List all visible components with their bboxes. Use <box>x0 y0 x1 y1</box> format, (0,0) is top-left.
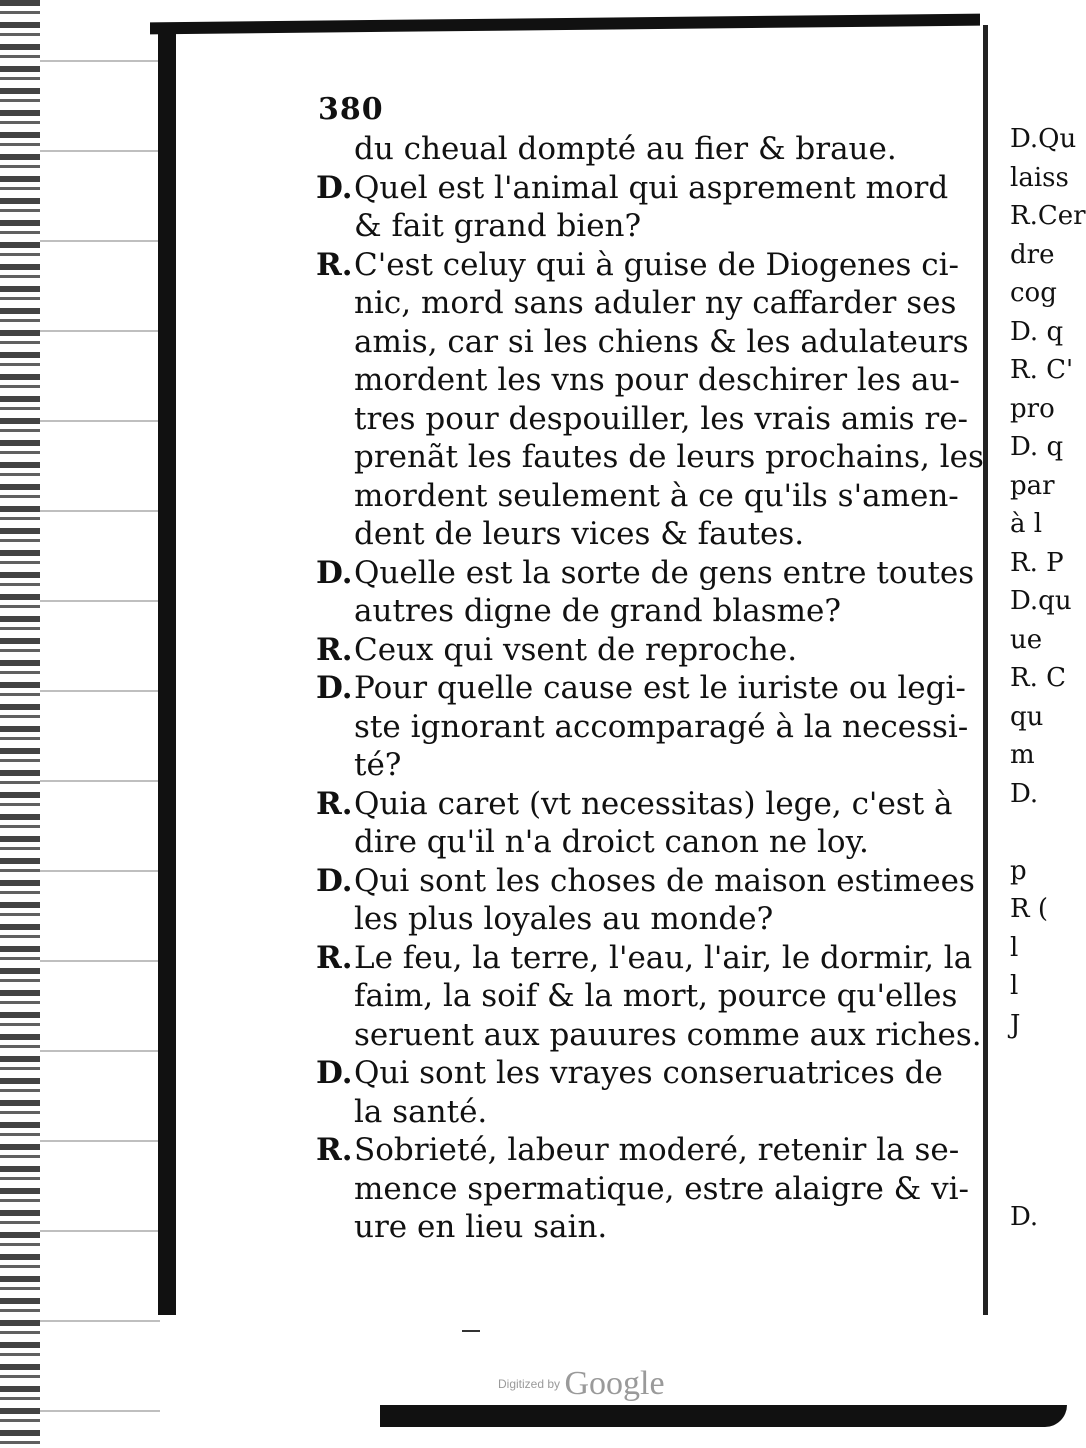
facing-text-fragment <box>1010 1121 1067 1160</box>
text-line <box>316 246 959 285</box>
text-line <box>316 515 956 554</box>
text-line <box>316 400 969 439</box>
text-line <box>316 1208 956 1247</box>
text-line <box>316 169 956 208</box>
facing-page-fragment <box>1010 120 1086 1270</box>
digitized-by-watermark <box>498 1364 665 1404</box>
text-line <box>316 1016 982 1055</box>
page-number: 380 <box>318 92 384 127</box>
line-marker: D. <box>316 862 353 899</box>
page-right-edge <box>983 25 988 1315</box>
page-gutter-shadow <box>40 20 160 1420</box>
facing-text-fragment: l <box>1010 971 1019 1001</box>
line-marker: D. <box>316 554 353 591</box>
text-line <box>316 323 969 362</box>
line-text: Quel est l'animal qui asprement mord <box>354 169 949 206</box>
facing-text-fragment: R. C' <box>1010 355 1074 385</box>
facing-text-fragment: ue <box>1010 624 1043 655</box>
line-text: C'est celuy qui à guise de Diogenes ci- <box>354 246 959 283</box>
line-text: ure en lieu sain. <box>354 1209 608 1245</box>
facing-text-fragment <box>1010 1160 1067 1199</box>
line-text: Qui sont les vrayes conseruatrices de <box>354 1055 943 1091</box>
facing-text-fragment: D. <box>1010 1202 1039 1232</box>
facing-text-fragment: à l <box>1010 509 1043 539</box>
line-text: tres pour despouiller, les vrais amis re- <box>354 400 969 437</box>
line-marker: R. <box>316 785 353 822</box>
text-line <box>316 592 956 631</box>
line-text: mence spermatique, estre alaigre & vi- <box>354 1170 970 1207</box>
facing-text-fragment <box>1010 1083 1067 1122</box>
text-line <box>316 1131 960 1170</box>
line-text: dent de leurs vices & fautes. <box>354 516 805 552</box>
facing-text-fragment: D. <box>1010 778 1039 809</box>
google-logo-text: Google <box>564 1365 665 1402</box>
text-line <box>316 939 973 978</box>
facing-text-fragment: dre <box>1010 239 1055 270</box>
line-marker: R. <box>316 631 353 668</box>
facing-text-fragment: laiss <box>1010 162 1069 193</box>
text-line <box>316 1170 970 1209</box>
line-text: du cheual dompté au fier & braue. <box>354 131 897 167</box>
line-text: mordent les vns pour deschirer les au- <box>354 362 960 398</box>
line-text: Sobrieté, labeur moderé, retenir la se- <box>354 1132 960 1168</box>
facing-text-fragment: D.qu <box>1010 586 1072 616</box>
facing-text-fragment: D. q <box>1010 316 1064 347</box>
text-line <box>316 977 956 1016</box>
line-text: té? <box>354 747 402 783</box>
text-line <box>316 130 956 169</box>
text-line <box>316 862 975 901</box>
line-marker: D. <box>316 1055 353 1091</box>
line-text: autres digne de grand blasme? <box>354 593 841 629</box>
facing-text-fragment: D.Qu <box>1010 124 1077 154</box>
page-end-mark <box>462 1330 480 1332</box>
text-line <box>316 900 956 939</box>
facing-text-fragment: R.Cer <box>1010 201 1086 231</box>
facing-text-fragment: R. P <box>1010 547 1064 578</box>
line-text: & fait grand bien? <box>354 208 642 244</box>
line-text: amis, car si les chiens & les adulateurs <box>354 323 969 360</box>
line-text: Pour quelle cause est le iuriste ou legi- <box>354 670 966 706</box>
text-line <box>316 785 956 824</box>
line-text: les plus loyales au monde? <box>354 901 774 937</box>
text-line <box>316 284 956 323</box>
line-text: nic, mord sans aduler ny caffarder ses <box>354 285 957 321</box>
facing-text-fragment: D. q <box>1010 432 1064 462</box>
facing-text-fragment: qu <box>1010 701 1044 732</box>
facing-text-fragment: p <box>1010 855 1027 886</box>
line-text: dire qu'il n'a droict canon ne loy. <box>354 824 869 860</box>
line-marker: R. <box>316 939 353 976</box>
text-line <box>316 746 956 785</box>
text-body <box>316 130 984 1247</box>
line-text: Ceux qui vsent de reproche. <box>354 631 798 668</box>
text-line <box>316 438 984 477</box>
text-line <box>316 823 956 862</box>
facing-text-fragment: pro <box>1010 393 1055 424</box>
line-text: seruent aux pauures comme aux riches. <box>354 1016 982 1053</box>
page-top-edge <box>150 14 980 35</box>
facing-text-fragment: R ( <box>1010 894 1048 924</box>
line-text: la santé. <box>354 1093 488 1130</box>
main-page <box>300 80 984 1320</box>
facing-text-fragment <box>1010 1044 1067 1083</box>
line-marker: D. <box>316 670 353 706</box>
text-line <box>316 361 960 400</box>
digitized-by-text: Digitized by <box>498 1377 561 1391</box>
facing-text-fragment: par <box>1010 470 1055 501</box>
line-text: Quelle est la sorte de gens entre toutes <box>354 554 975 591</box>
text-line <box>316 207 956 246</box>
book-spine <box>158 25 176 1315</box>
text-line <box>316 1093 956 1132</box>
text-line <box>316 708 969 747</box>
facing-text-fragment: m <box>1010 740 1035 770</box>
facing-text-fragment: cog <box>1010 278 1057 308</box>
line-text: Qui sont les choses de maison estimees <box>354 862 975 899</box>
facing-text-fragment: R. C <box>1010 663 1066 693</box>
line-marker: R. <box>316 1132 353 1168</box>
line-text: ste ignorant accomparagé à la necessi- <box>354 708 969 745</box>
line-text: Quia caret (vt necessitas) lege, c'est à <box>354 785 953 822</box>
text-line <box>316 1054 956 1093</box>
facing-text-fragment: l <box>1010 932 1019 963</box>
line-text: prenãt les fautes de leurs prochains, les <box>354 439 984 475</box>
text-line <box>316 631 956 670</box>
decorative-binding-strip <box>0 0 40 1448</box>
line-text: Le feu, la terre, l'eau, l'air, le dormir, la <box>354 939 973 976</box>
text-line <box>316 477 959 516</box>
line-marker: R. <box>316 246 353 283</box>
line-text: faim, la soif & la mort, pource qu'elles <box>354 978 958 1014</box>
line-text: mordent seulement à ce qu'ils s'amen- <box>354 477 959 514</box>
text-line <box>316 554 975 593</box>
page-bottom-edge <box>380 1405 1067 1427</box>
facing-text-fragment <box>1010 813 1067 852</box>
facing-text-fragment: J <box>1010 1009 1021 1040</box>
line-marker: D. <box>316 169 353 206</box>
text-line <box>316 669 966 708</box>
